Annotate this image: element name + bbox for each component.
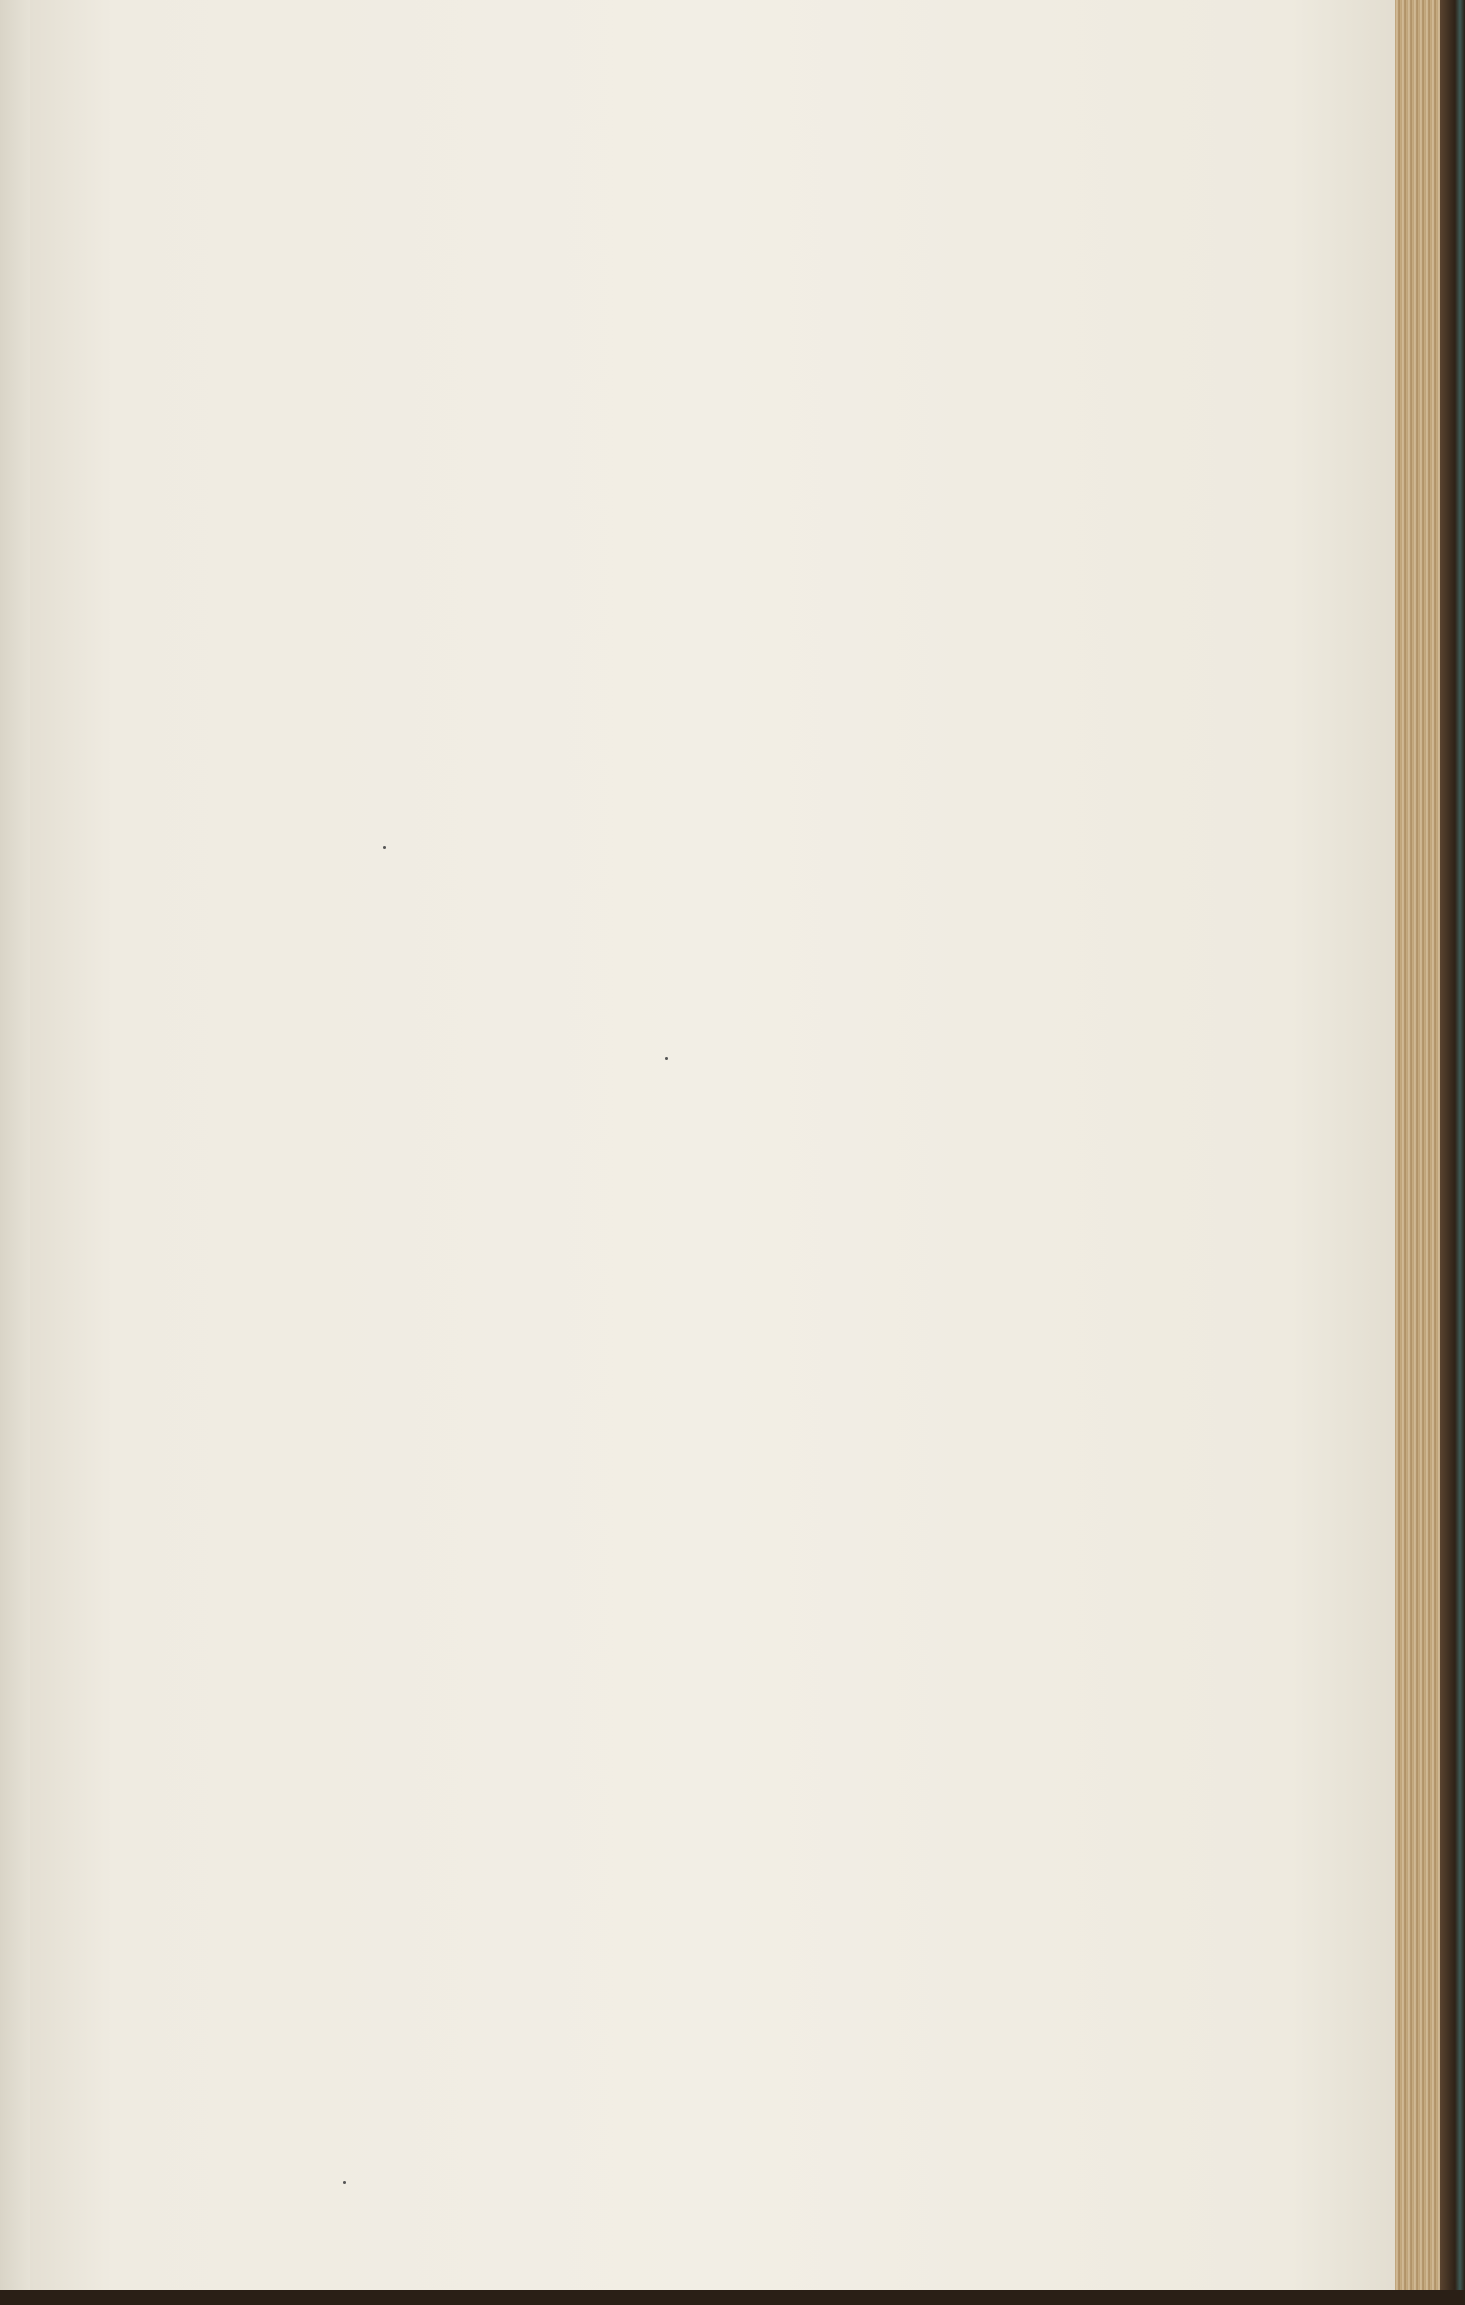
decorated-initial [88,1178,172,1260]
book-page [30,0,1400,2290]
ink-speck [665,1057,668,1060]
ink-speck [343,2181,346,2184]
page-edges [1395,0,1440,2290]
ink-speck [383,846,386,849]
bottom-shadow [0,2290,1465,2305]
book-cover-edge [1440,0,1465,2305]
